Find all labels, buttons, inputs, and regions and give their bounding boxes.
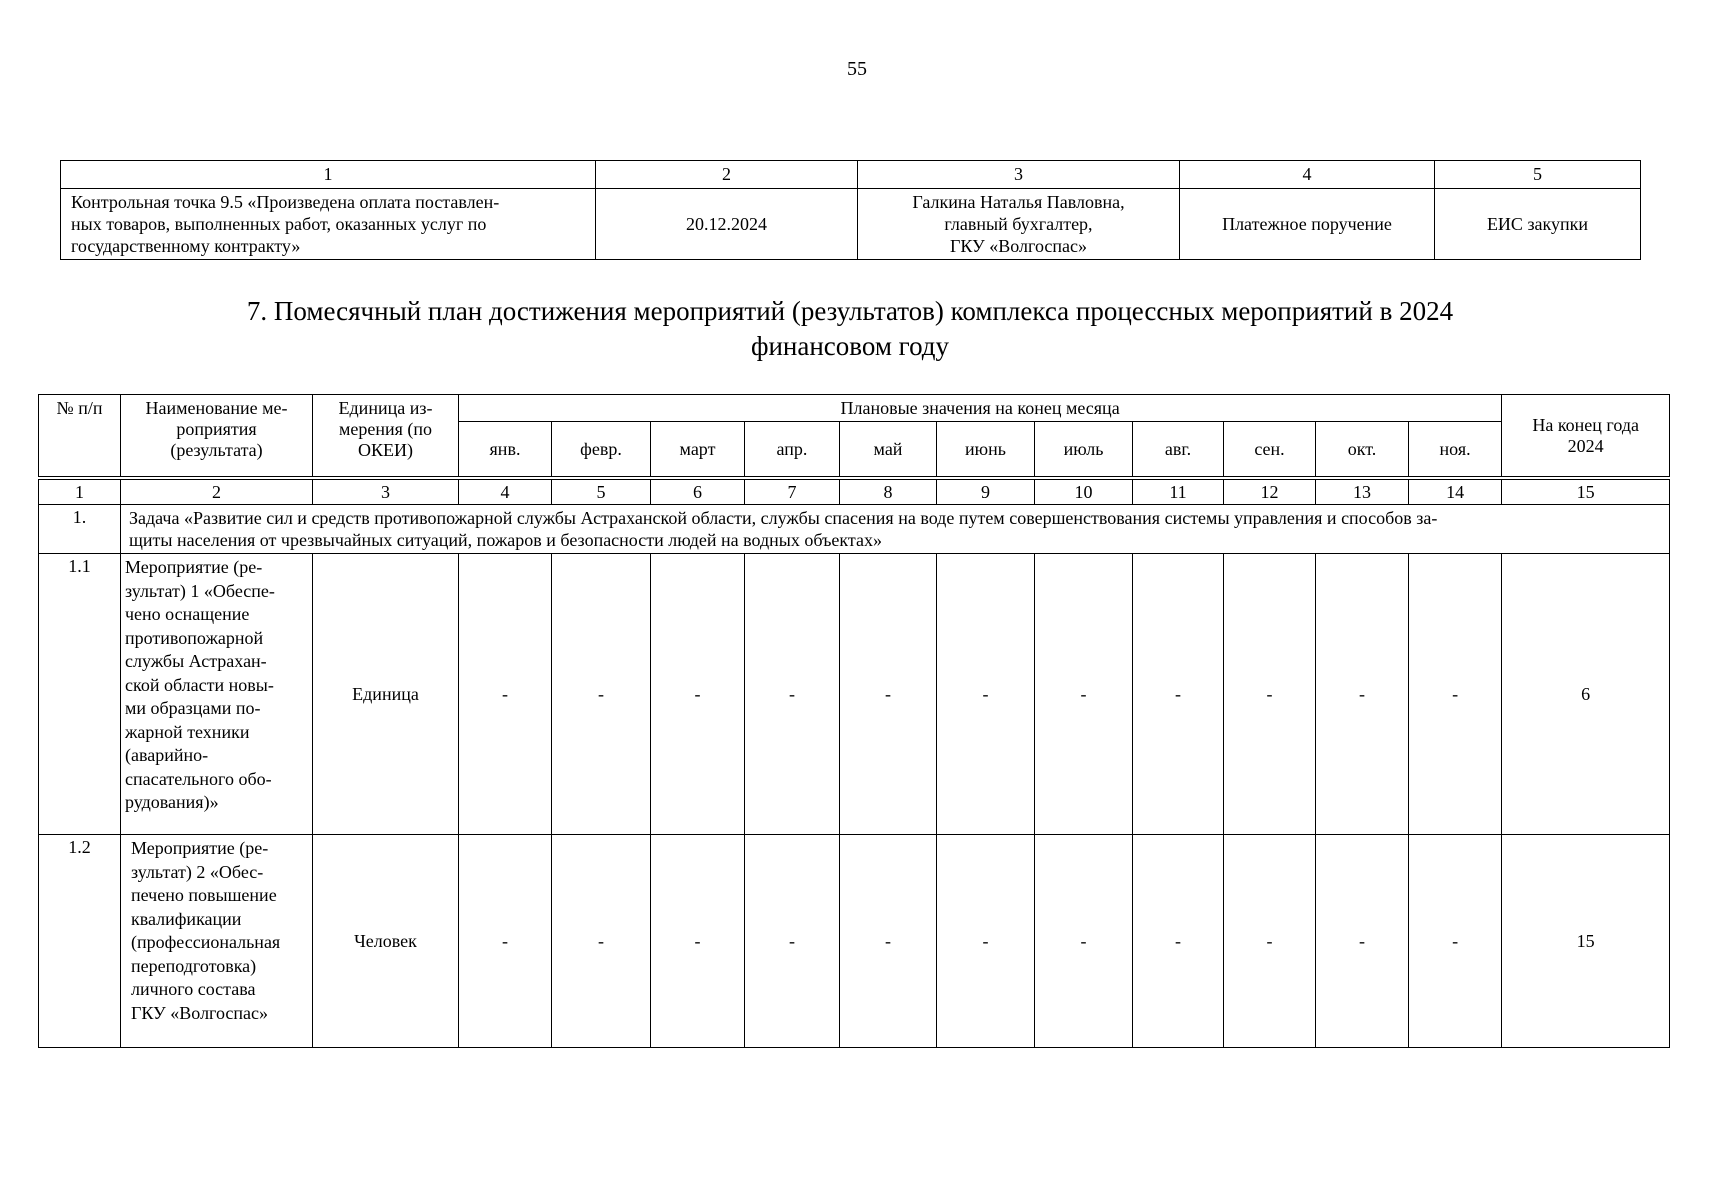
- section-title: [160, 294, 1540, 364]
- control-point-date: 20.12.2024: [596, 189, 858, 260]
- header-row-1: [39, 395, 1670, 422]
- header-month: июнь: [937, 422, 1035, 479]
- control-point-document: Платежное поручение: [1180, 189, 1435, 260]
- month-value: -: [937, 554, 1035, 835]
- text-line: мерения (по: [338, 419, 433, 439]
- text-line: противопожарной: [125, 627, 264, 648]
- text-line: Единица из-: [338, 398, 433, 418]
- task-row: [39, 505, 1670, 554]
- month-value: -: [459, 554, 552, 835]
- control-point-row: [61, 189, 1641, 260]
- month-value: -: [840, 554, 937, 835]
- month-value: -: [1133, 835, 1224, 1048]
- month-value: -: [937, 835, 1035, 1048]
- text-line: чено оснащение: [125, 604, 250, 624]
- text-line: ОКЕИ): [358, 440, 413, 460]
- column-number: 13: [1316, 478, 1409, 505]
- header-name: [121, 395, 313, 479]
- month-value: -: [1224, 554, 1316, 835]
- text-line: личного состава: [131, 979, 256, 999]
- header-unit: [313, 395, 459, 479]
- header-month: июль: [1035, 422, 1133, 479]
- text-line: На конец года: [1532, 414, 1639, 435]
- task-text: [121, 505, 1670, 554]
- month-value: -: [745, 554, 840, 835]
- text-line: государственному контракту»: [71, 236, 301, 256]
- row-unit: Единица: [313, 554, 459, 835]
- header-month: март: [651, 422, 745, 479]
- text-line: рудования)»: [125, 792, 219, 812]
- section-title-line: 7. Помесячный план достижения мероприятий (результатов) комплекса процессных мероприятий в 2024: [246, 296, 1454, 326]
- monthly-plan-table: [38, 394, 1670, 1048]
- header-col-1: 1: [61, 161, 596, 189]
- text-line: Задача «Развитие сил и средств противопожарной службы Астраханской области, службы спасения на воде путем совершенствования системы управления и способов за-: [129, 508, 1438, 528]
- row-num: 1.1: [39, 554, 121, 835]
- text-line: Мероприятие (ре-: [125, 557, 263, 577]
- control-point-system: ЕИС закупки: [1435, 189, 1641, 260]
- header-num: № п/п: [39, 395, 121, 479]
- month-value: -: [1224, 835, 1316, 1048]
- text-line: 2024: [1567, 435, 1604, 456]
- row-name: [121, 554, 313, 835]
- header-col-5: 5: [1435, 161, 1641, 189]
- column-number: 1: [39, 478, 121, 505]
- control-point-table: [60, 160, 1641, 260]
- text-line: службы Астрахан-: [125, 651, 267, 671]
- text-line: роприятия: [176, 419, 257, 439]
- month-value: -: [1035, 835, 1133, 1048]
- header-month: май: [840, 422, 937, 479]
- row-name: [121, 835, 313, 1048]
- section-title-line: финансовом году: [750, 331, 950, 361]
- month-value: -: [840, 835, 937, 1048]
- header-year-end: [1502, 395, 1670, 479]
- month-value: -: [552, 554, 651, 835]
- month-value: -: [552, 835, 651, 1048]
- header-month: апр.: [745, 422, 840, 479]
- column-number: 15: [1502, 478, 1670, 505]
- text-line: Мероприятие (ре-: [131, 838, 269, 858]
- header-month: февр.: [552, 422, 651, 479]
- text-line: (профессиональная: [131, 932, 281, 952]
- month-value: -: [1316, 835, 1409, 1048]
- text-line: ГКУ «Волгоспас»: [949, 236, 1088, 256]
- text-line: щиты населения от чрезвычайных ситуаций, пожаров и безопасности людей на водных объектах»: [129, 530, 882, 550]
- text-line: ГКУ «Волгоспас»: [131, 1002, 269, 1023]
- column-number: 3: [313, 478, 459, 505]
- month-value: -: [1133, 554, 1224, 835]
- year-end-value: 15: [1502, 835, 1670, 1048]
- text-line: печено повышение: [131, 885, 277, 905]
- column-number: 9: [937, 478, 1035, 505]
- header-col-4: 4: [1180, 161, 1435, 189]
- year-end-value: 6: [1502, 554, 1670, 835]
- row-unit: Человек: [313, 835, 459, 1048]
- text-line: зультат) 1 «Обеспе-: [125, 580, 275, 601]
- text-line: (аварийно-: [125, 745, 209, 765]
- text-line: ных товаров, выполненных работ, оказанных услуг по: [71, 214, 487, 234]
- month-value: -: [1316, 554, 1409, 835]
- page-number: 55: [847, 58, 867, 80]
- column-number: 12: [1224, 478, 1316, 505]
- table-row: [39, 554, 1670, 835]
- control-point-responsible: [858, 189, 1180, 260]
- task-num: 1.: [39, 505, 121, 554]
- month-value: -: [651, 835, 745, 1048]
- header-month: ноя.: [1409, 422, 1502, 479]
- column-number: 7: [745, 478, 840, 505]
- text-line: зультат) 2 «Обес-: [131, 861, 264, 882]
- table-row: [39, 835, 1670, 1048]
- header-month: янв.: [459, 422, 552, 479]
- text-line: квалификации: [131, 908, 242, 929]
- header-month: сен.: [1224, 422, 1316, 479]
- row-num: 1.2: [39, 835, 121, 1048]
- text-line: Контрольная точка 9.5 «Произведена оплата поставлен-: [71, 192, 500, 212]
- month-value: -: [1409, 554, 1502, 835]
- control-point-name: [61, 189, 596, 260]
- column-number-row: [39, 478, 1670, 505]
- text-line: переподготовка): [131, 955, 257, 976]
- control-point-header-row: [61, 161, 1641, 189]
- month-value: -: [745, 835, 840, 1048]
- column-number: 11: [1133, 478, 1224, 505]
- header-col-3: 3: [858, 161, 1180, 189]
- header-plan: Плановые значения на конец месяца: [459, 395, 1502, 422]
- column-number: 14: [1409, 478, 1502, 505]
- text-line: (результата): [170, 440, 263, 460]
- text-line: спасательного обо-: [125, 768, 272, 789]
- header-month: окт.: [1316, 422, 1409, 479]
- header-col-2: 2: [596, 161, 858, 189]
- text-line: Галкина Наталья Павловна,: [912, 192, 1125, 212]
- text-line: жарной техники: [125, 721, 250, 742]
- column-number: 8: [840, 478, 937, 505]
- month-value: -: [459, 835, 552, 1048]
- column-number: 10: [1035, 478, 1133, 505]
- month-value: -: [651, 554, 745, 835]
- column-number: 6: [651, 478, 745, 505]
- text-line: Наименование ме-: [145, 398, 288, 418]
- header-month: авг.: [1133, 422, 1224, 479]
- text-line: главный бухгалтер,: [944, 214, 1093, 234]
- month-value: -: [1409, 835, 1502, 1048]
- text-line: ми образцами по-: [125, 698, 261, 718]
- column-number: 5: [552, 478, 651, 505]
- column-number: 4: [459, 478, 552, 505]
- text-line: ской области новы-: [125, 674, 274, 695]
- month-value: -: [1035, 554, 1133, 835]
- column-number: 2: [121, 478, 313, 505]
